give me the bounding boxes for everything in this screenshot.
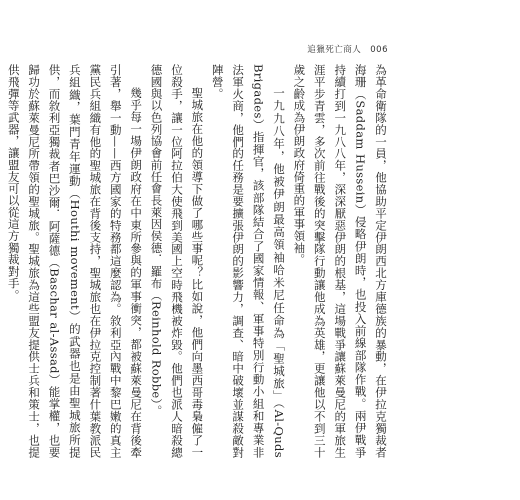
header-title: 追獵死亡商人	[307, 45, 362, 55]
running-header	[307, 43, 388, 55]
paragraph-2: 一九九八年，他被伊朗最高領袖哈米尼任命為「聖城旅」（Al-Quds Brigades）指揮官，該部隊結合了國家情報、軍事特別行動小組和專業非法軍火商，他們的任務是要擴張伊朗的影響力，調查、暗中破壞並謀殺敵對陣營。	[210, 64, 286, 458]
body-text	[6, 64, 391, 458]
paragraph-1: 為革命衛隊的一員，他協助平定伊朗西北方庫德族的暴動，在伊拉克獨裁者海珊（Saddam Hussein）侵略伊朗時，也投入前線部隊作戰。兩伊戰爭持續打到一九八八年，深深厭惡伊朗的根基，這場戰爭讓蘇萊曼尼的軍旅生涯平步青雲，多次前往戰後的突擊隊行動讓他成為英雄，更讓他以不到三十歲之齡成為伊朗政府倚重的軍事領袖。	[292, 64, 388, 458]
page-number: 006	[370, 45, 388, 55]
paragraph-3: 聖城旅在他的領導下做了哪些事呢？比如說，他們向墨西哥毒梟僱了一位殺手，讓一位阿拉伯大使飛到美國上空時飛機被炸毀。他們也派人暗殺總德國與以色列協會前任會長萊因侯德．羅布（Reinhold Robbe）。	[149, 64, 205, 458]
paragraph-4: 幾乎每一場伊朗政府在中東所參與的軍事衝突，都被蘇萊曼尼在背後牽引著，舉一動——西方國家的特務都這麼認為。敘利亞內戰中黎巴嫩的真主黨民兵組織有他的聖城旅在背後支持，聖城旅也在伊拉克控制著什葉教派民兵組織，葉門青年運動（Houthi movement）的武器也是由聖城旅所提供，而敘利亞獨裁者巴沙爾．阿薩德（Baschar al-Assad）能掌權，也要歸功於蘇萊曼尼所帶領的聖城旅。聖城旅為這些盟友提供士兵和策士，也提供飛彈等武器，讓盟友可以從這方獨裁對手。	[6, 64, 144, 458]
